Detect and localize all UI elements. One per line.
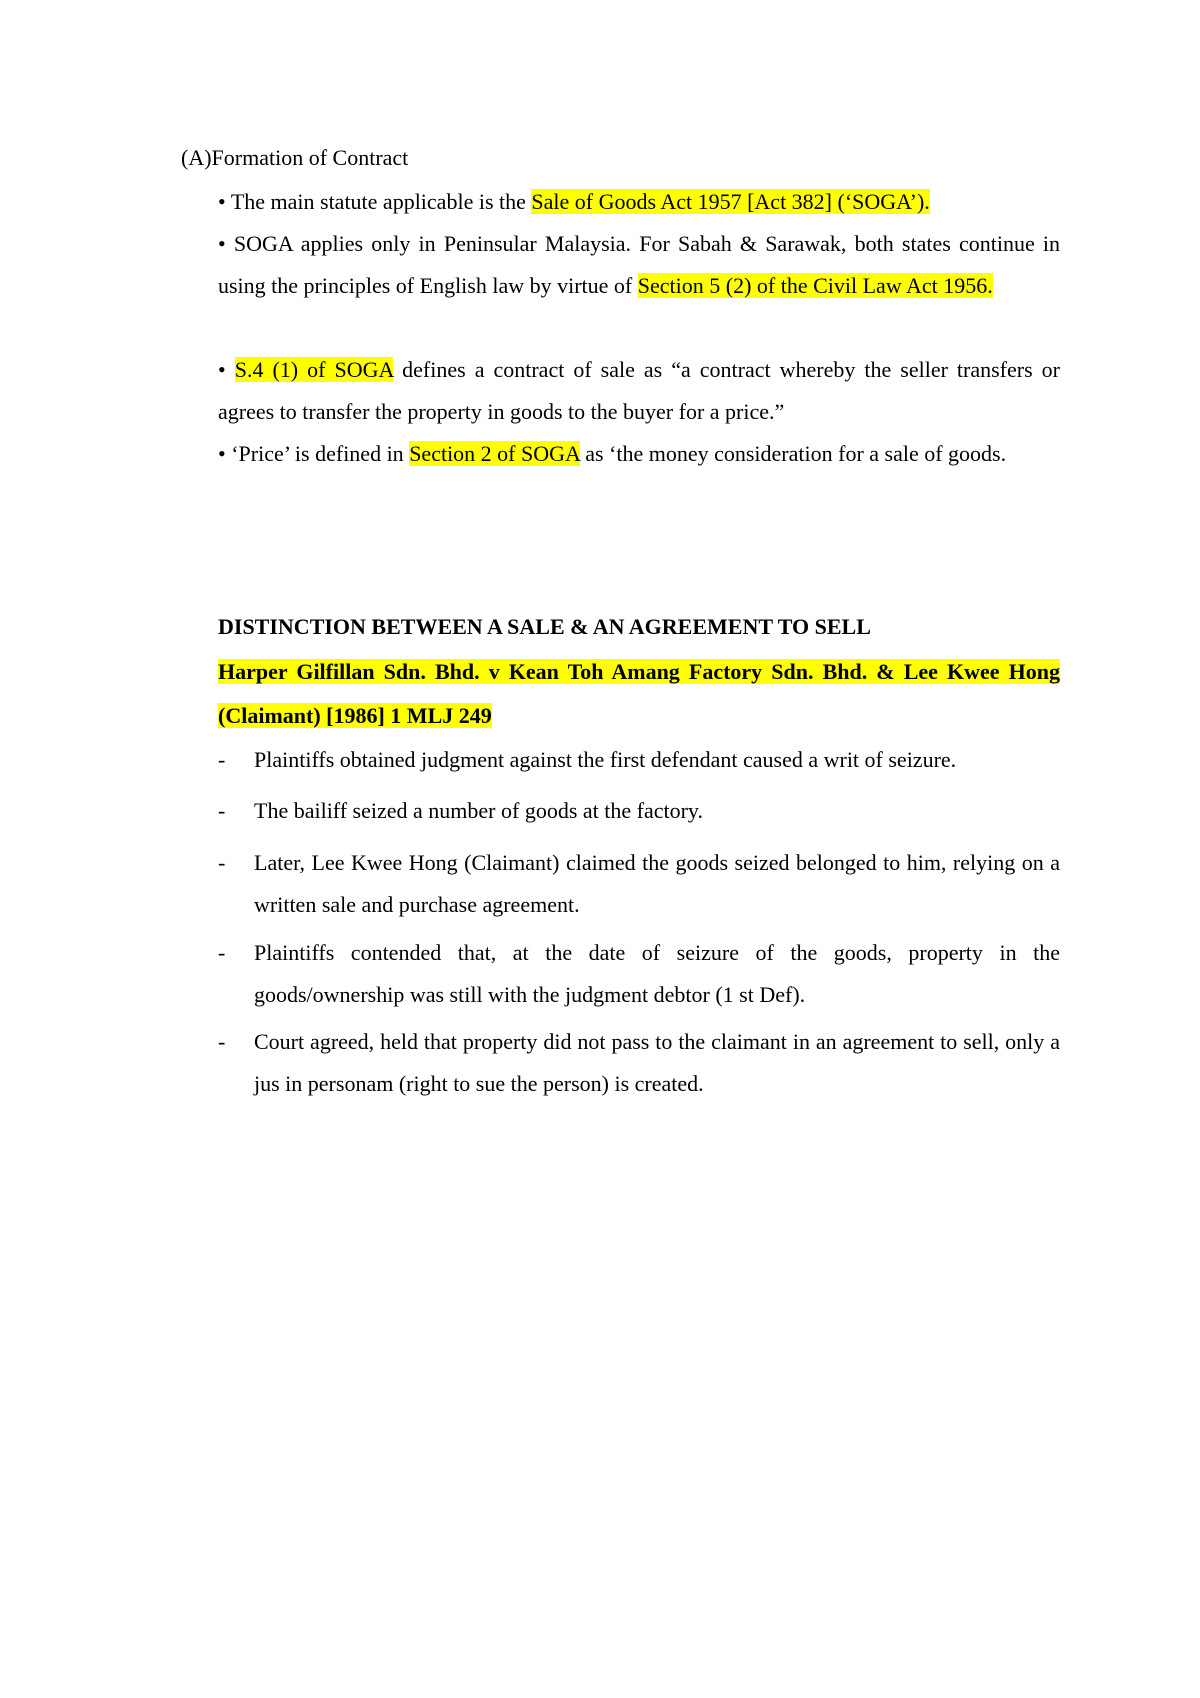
distinction-heading: DISTINCTION BETWEEN A SALE & AN AGREEMENT TO SELL [218, 614, 871, 639]
statute-text: The main statute applicable is the [230, 189, 532, 214]
list-item-text: Plaintiffs obtained judgment against the first defendant caused a writ of seizure. [254, 747, 957, 772]
list-item [218, 842, 1060, 926]
list-item-text: The bailiff seized a number of goods at the factory. [254, 798, 704, 823]
list-item [218, 739, 1060, 781]
definition-text: defines a contract of sale as “a contract whereby the seller transfers or agrees to transfer the property in goods to the buyer for a price.” [218, 357, 1060, 424]
dash-marker: - [218, 940, 226, 965]
bullet: • [218, 189, 226, 214]
jurisdiction-text: SOGA applies only in Peninsular Malaysia. For Sabah & Sarawak, both states continue in using the principles of English law by virtue of [218, 231, 1061, 298]
bullet: • [218, 357, 226, 382]
case-citation [218, 650, 1060, 738]
list-item [218, 790, 1060, 832]
price-text-end: as ‘the money consideration for a sale of goods. [579, 441, 1007, 466]
list-item [218, 1021, 1060, 1105]
definition-paragraph [218, 349, 1060, 433]
highlighted-citation: Section 5 (2) of the Civil Law Act 1956. [637, 273, 993, 298]
bullet: • [218, 231, 226, 256]
list-item-text: Plaintiffs contended that, at the date of seizure of the goods, property in the goods/ownership was still with the judgment debtor (1 st Def). [254, 940, 1060, 1007]
dash-marker: - [218, 1029, 226, 1054]
highlighted-citation: Sale of Goods Act 1957 [Act 382] (‘SOGA’). [531, 189, 930, 214]
list-item [218, 932, 1060, 1016]
dash-marker: - [218, 850, 226, 875]
case-citation-text: Harper Gilfillan Sdn. Bhd. v Kean Toh Amang Factory Sdn. Bhd. & Lee Kwee Hong (Claimant) [1986] 1 MLJ 249 [218, 659, 1060, 728]
jurisdiction-paragraph [218, 223, 1060, 307]
list-item-text: Later, Lee Kwee Hong (Claimant) claimed the goods seized belonged to him, relying on a written sale and purchase agreement. [254, 850, 1060, 917]
dash-marker: - [218, 747, 226, 772]
highlighted-citation: Section 2 of SOGA [409, 441, 580, 466]
bullet: • [218, 441, 226, 466]
price-text: ‘Price’ is defined in [231, 441, 410, 466]
section-heading: (A)Formation of Contract [181, 145, 409, 170]
price-paragraph [218, 433, 1060, 475]
highlighted-citation: S.4 (1) of SOGA [234, 357, 394, 382]
dash-marker: - [218, 798, 226, 823]
list-item-text: Court agreed, held that property did not pass to the claimant in an agreement to sell, only a jus in personam (right to sue the person) is created. [254, 1029, 1060, 1096]
statute-paragraph [218, 181, 1060, 223]
